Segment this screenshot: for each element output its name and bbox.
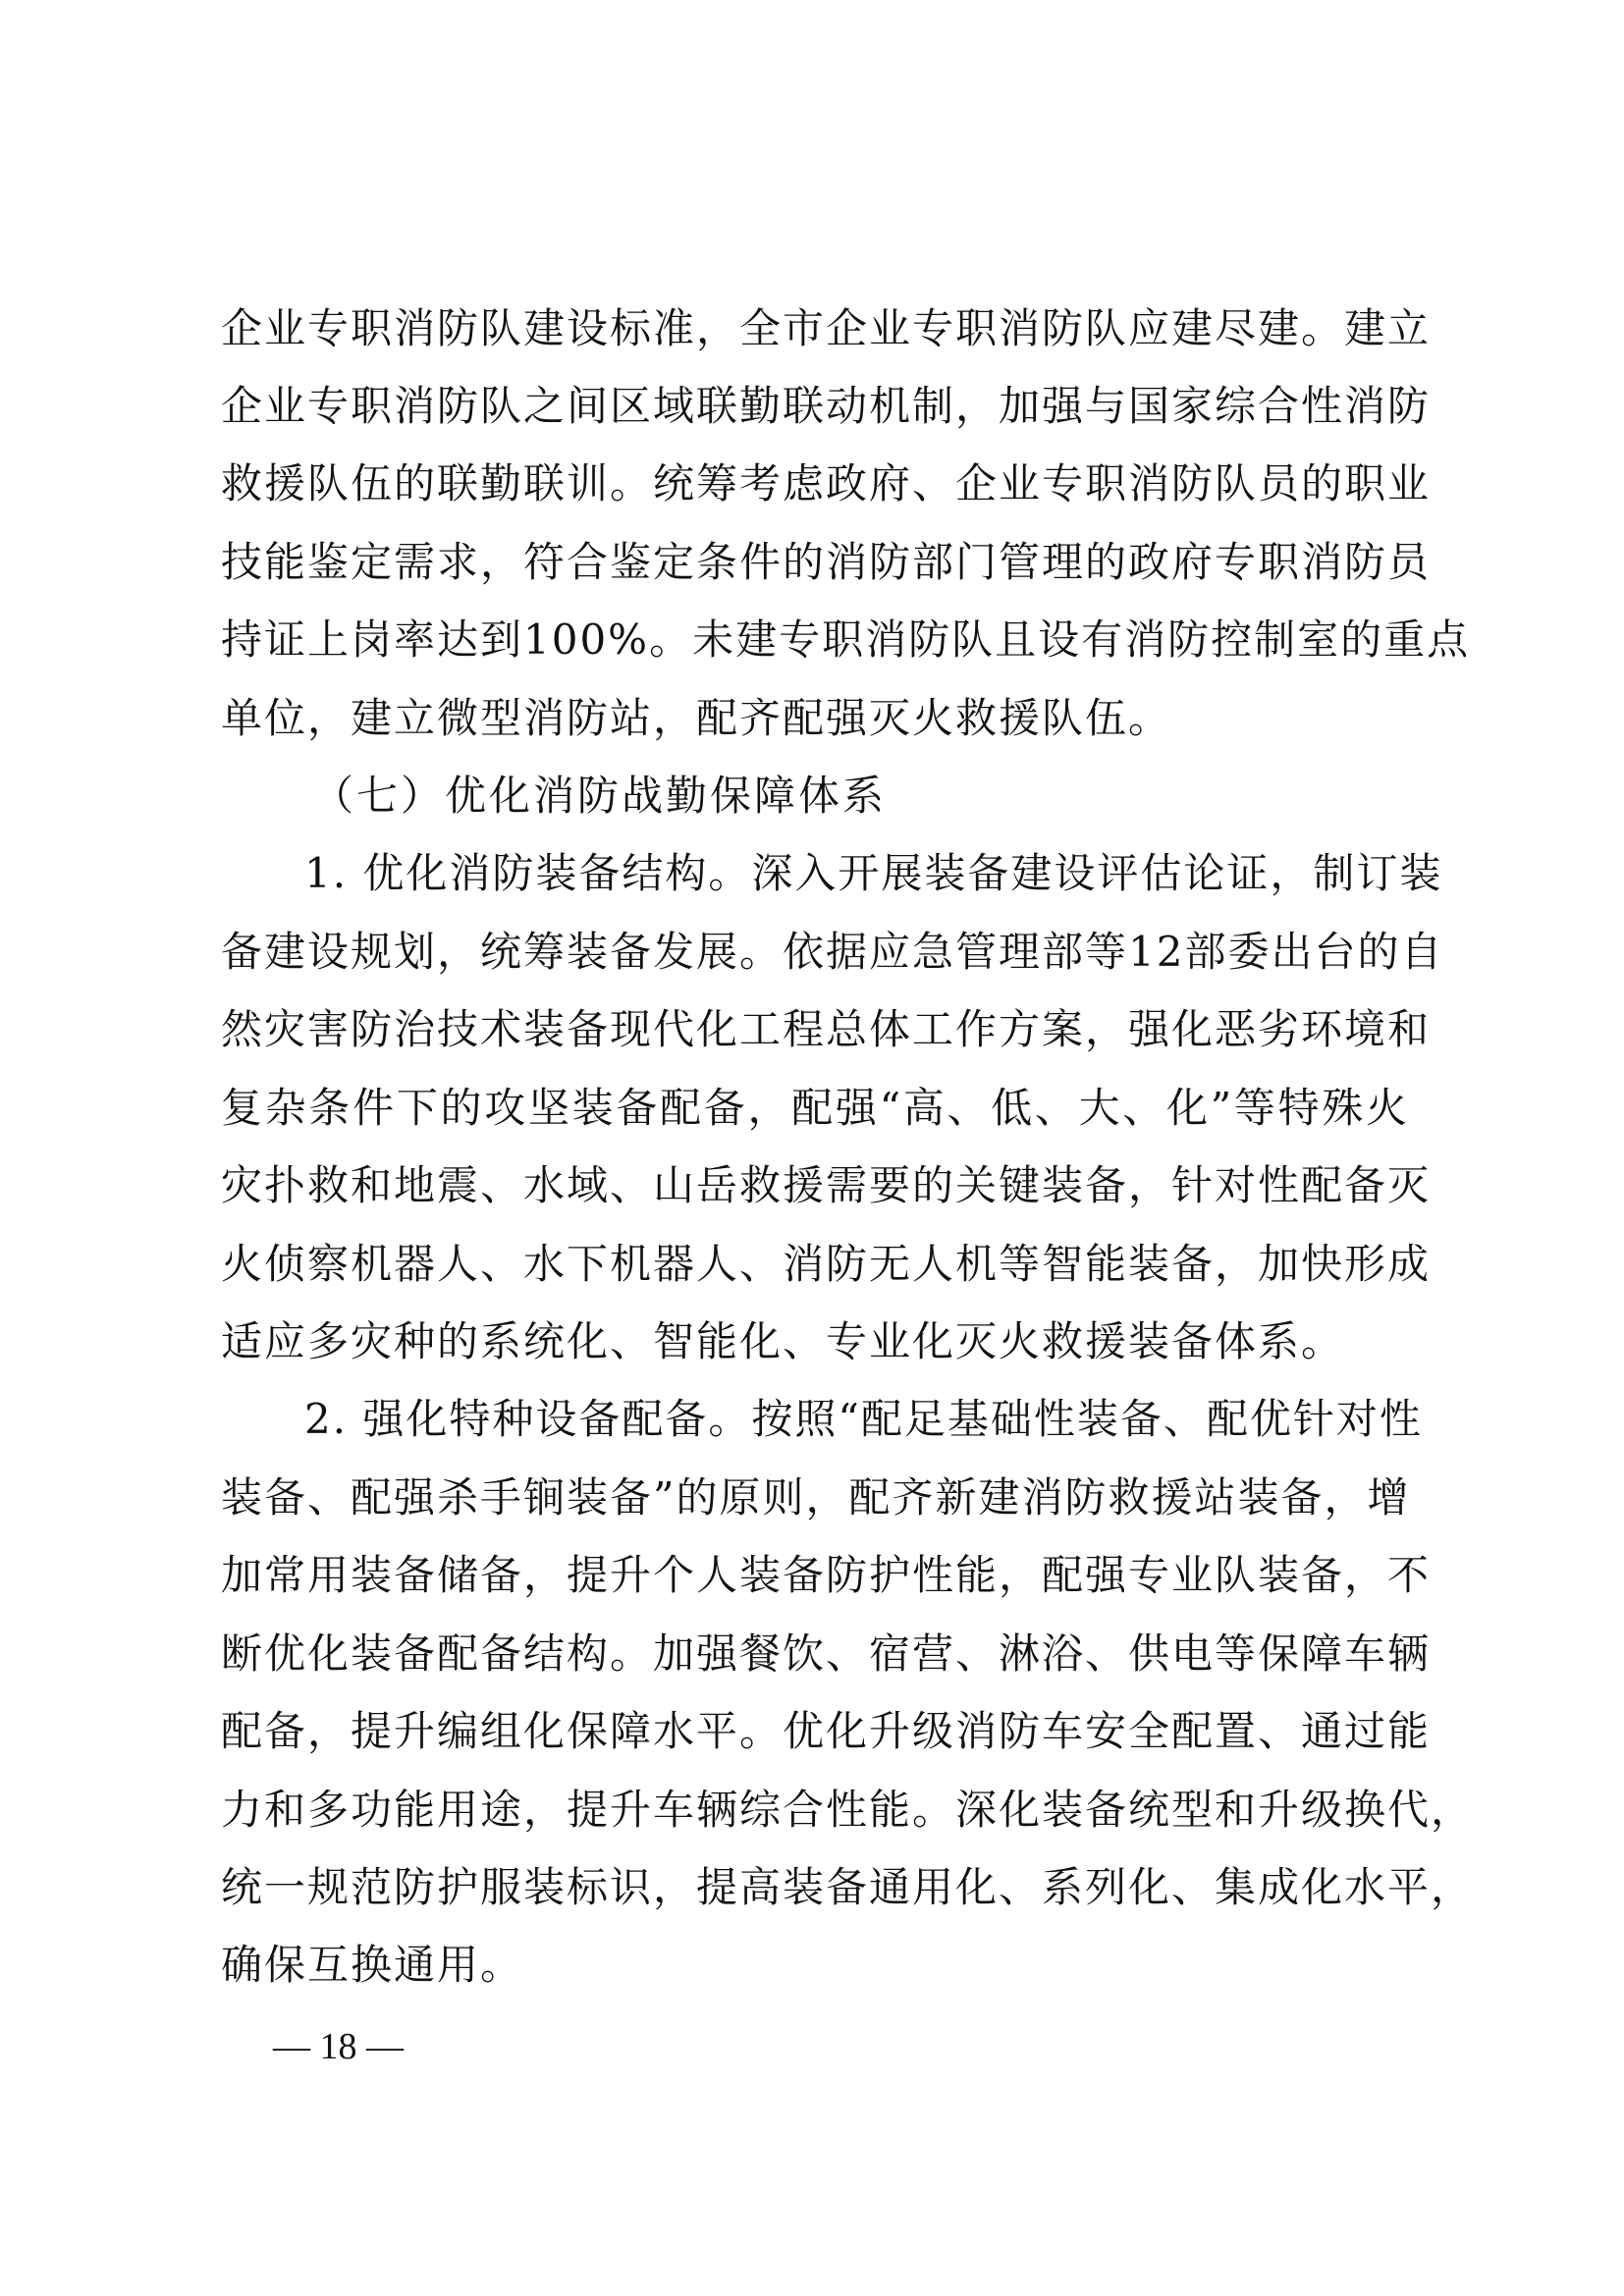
paragraph-line: 复杂条件下的攻坚装备配备，配强“高、低、大、化”等特殊火 bbox=[221, 1084, 1409, 1132]
paragraph-line: 2. 强化特种设备配备。按照“配足基础性装备、配优针对性 bbox=[304, 1395, 1423, 1443]
paragraph-line: 确保互换通用。 bbox=[221, 1941, 524, 1989]
paragraph-line: 灾扑救和地震、水域、山岳救援需要的关键装备，针对性配备灭 bbox=[221, 1161, 1432, 1209]
paragraph-line: 单位，建立微型消防站，配齐配强灭火救援队伍。 bbox=[221, 694, 1172, 742]
paragraph-line: 救援队伍的联勤联训。统筹考虑政府、企业专职消防队员的职业 bbox=[221, 459, 1432, 507]
paragraph-line: 适应多灾种的系统化、智能化、专业化灭火救援装备体系。 bbox=[221, 1317, 1345, 1365]
paragraph-line: 持证上岗率达到100%。未建专职消防队且设有消防控制室的重点 bbox=[221, 615, 1471, 664]
paragraph-line: 火侦察机器人、水下机器人、消防无人机等智能装备，加快形成 bbox=[221, 1240, 1432, 1288]
paragraph-line: 备建设规划，统筹装备发展。依据应急管理部等12部委出台的自 bbox=[221, 928, 1444, 976]
page-number: — 18 — bbox=[273, 2026, 404, 2067]
paragraph-line: 加常用装备储备，提升个人装备防护性能，配强专业队装备，不 bbox=[221, 1551, 1432, 1599]
section-heading: （七）优化消防战勤保障体系 bbox=[312, 772, 888, 820]
paragraph-line: 力和多功能用途，提升车辆综合性能。深化装备统型和升级换代， bbox=[221, 1786, 1475, 1834]
paragraph-line: 企业专职消防队建设标准，全市企业专职消防队应建尽建。建立 bbox=[221, 304, 1432, 352]
paragraph-line: 断优化装备配备结构。加强餐饮、宿营、淋浴、供电等保障车辆 bbox=[221, 1629, 1432, 1678]
paragraph-line: 然灾害防治技术装备现代化工程总体工作方案，强化恶劣环境和 bbox=[221, 1005, 1432, 1053]
paragraph-line: 1. 优化消防装备结构。深入开展装备建设评估论证，制订装 bbox=[304, 849, 1443, 897]
paragraph-line: 企业专职消防队之间区域联勤联动机制，加强与国家综合性消防 bbox=[221, 382, 1432, 430]
paragraph-line: 配备，提升编组化保障水平。优化升级消防车安全配置、通过能 bbox=[221, 1707, 1432, 1755]
paragraph-line: 统一规范防护服装标识，提高装备通用化、系列化、集成化水平， bbox=[221, 1863, 1475, 1911]
paragraph-line: 技能鉴定需求，符合鉴定条件的消防部门管理的政府专职消防员 bbox=[221, 538, 1432, 586]
paragraph-line: 装备、配强杀手锏装备”的原则，配齐新建消防救援站装备，增 bbox=[221, 1473, 1411, 1522]
